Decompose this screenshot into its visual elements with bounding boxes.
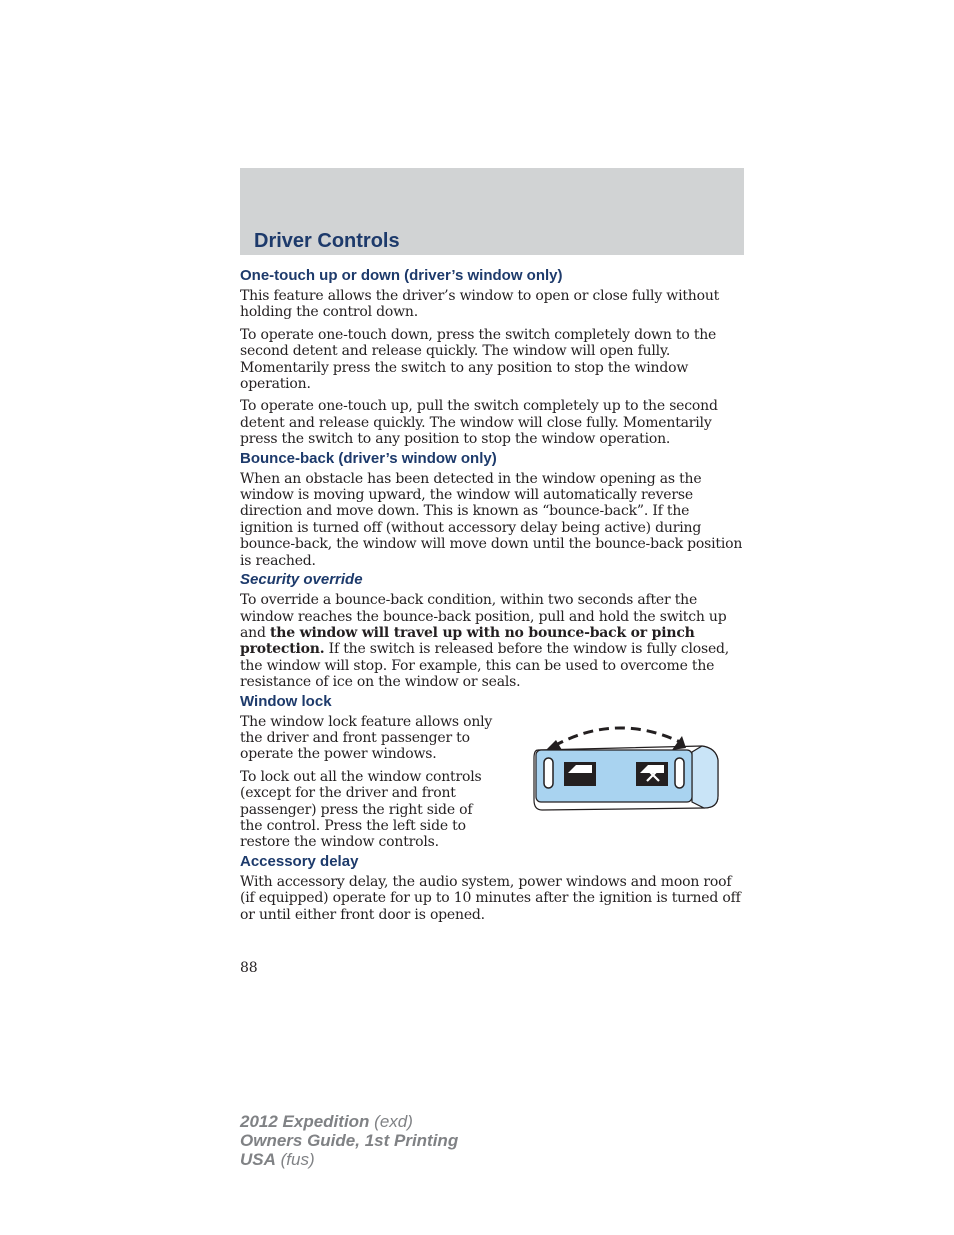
- security-override-paragraph: [240, 592, 744, 690]
- footer-market-code: (fus): [275, 1150, 315, 1169]
- accessory-delay-paragraph: With accessory delay, the audio system, power windows and moon roof (if equipped) operate for up to 10 minutes after the ignition is turned off or until either front door is opened.: [240, 873, 741, 923]
- footer-model-code: (exd): [369, 1112, 413, 1131]
- heading-one-touch: One-touch up or down (driver’s window only): [240, 267, 563, 284]
- window-lock-paragraph-1: The window lock feature allows only the driver and front passenger to operate the power windows.: [240, 713, 493, 763]
- document-footer: [240, 1112, 458, 1169]
- heading-bounce-back: Bounce-back (driver’s window only): [240, 449, 497, 467]
- window-unlocked-icon: [564, 762, 596, 786]
- switch-housing-side: [692, 746, 718, 808]
- one-touch-paragraph-1: This feature allows the driver’s window to open or close fully without holding the control down.: [240, 288, 720, 321]
- switch-left-pad: [544, 758, 553, 788]
- heading-window-lock: Window lock: [240, 692, 332, 710]
- one-touch-paragraph-3: To operate one-touch up, pull the switch completely up to the second detent and release quickly. The window will close fully. Momentarily press the switch to any position to stop the window operation.: [240, 398, 718, 448]
- heading-accessory-delay: Accessory delay: [240, 852, 359, 870]
- footer-line-3: [240, 1150, 458, 1169]
- footer-line-2: [240, 1131, 458, 1150]
- footer-line-1: [240, 1112, 458, 1131]
- arrow-head-right-icon: [672, 736, 686, 750]
- security-override-bold-text: the window will travel up with no bounce-back or pinch protection.: [240, 624, 695, 658]
- chapter-title: Driver Controls: [254, 230, 400, 252]
- footer-printing: Owners Guide, 1st Printing: [240, 1131, 459, 1150]
- footer-model: 2012 Expedition: [240, 1112, 370, 1131]
- security-override-text-end: If the switch is released before the window is fully closed, the window will stop. For example, this can be used to overcome the resistance of ice on the window or seals.: [240, 641, 730, 691]
- page-content: [240, 265, 744, 923]
- window-lock-paragraph-2: To lock out all the window controls (except for the driver and front passenger) press the right side of the control. Press the left side to restore the window controls.: [240, 768, 482, 851]
- window-lock-block: [240, 714, 744, 851]
- switch-right-pad: [675, 758, 684, 788]
- page-number: 88: [240, 960, 258, 976]
- security-override-text-start: To override a bounce-back condition, within two seconds after the window reaches the bounce-back position, pull and hold the switch up and: [240, 592, 727, 641]
- window-lock-text: [240, 714, 498, 851]
- footer-market: USA: [240, 1150, 276, 1169]
- toggle-arrow-arc: [554, 727, 680, 745]
- header-band: [240, 168, 744, 255]
- window-lock-switch-illustration: [532, 724, 724, 814]
- one-touch-paragraph-2: To operate one-touch down, press the switch completely down to the second detent and release quickly. The window will open fully. Momentarily press the switch to any position to stop the window operation.: [240, 326, 717, 393]
- heading-security-override: Security override: [240, 571, 363, 589]
- bounce-back-paragraph: When an obstacle has been detected in the window opening as the window is moving upward, the window will automatically reverse direction and move down. This is known as “bounce-back”. If the ignition is turned off (without accessory delay being active) during bounce-back, the window will move down until the bounce-back position is reached.: [240, 470, 743, 569]
- switch-face: [536, 750, 692, 802]
- window-locked-icon: [636, 762, 668, 786]
